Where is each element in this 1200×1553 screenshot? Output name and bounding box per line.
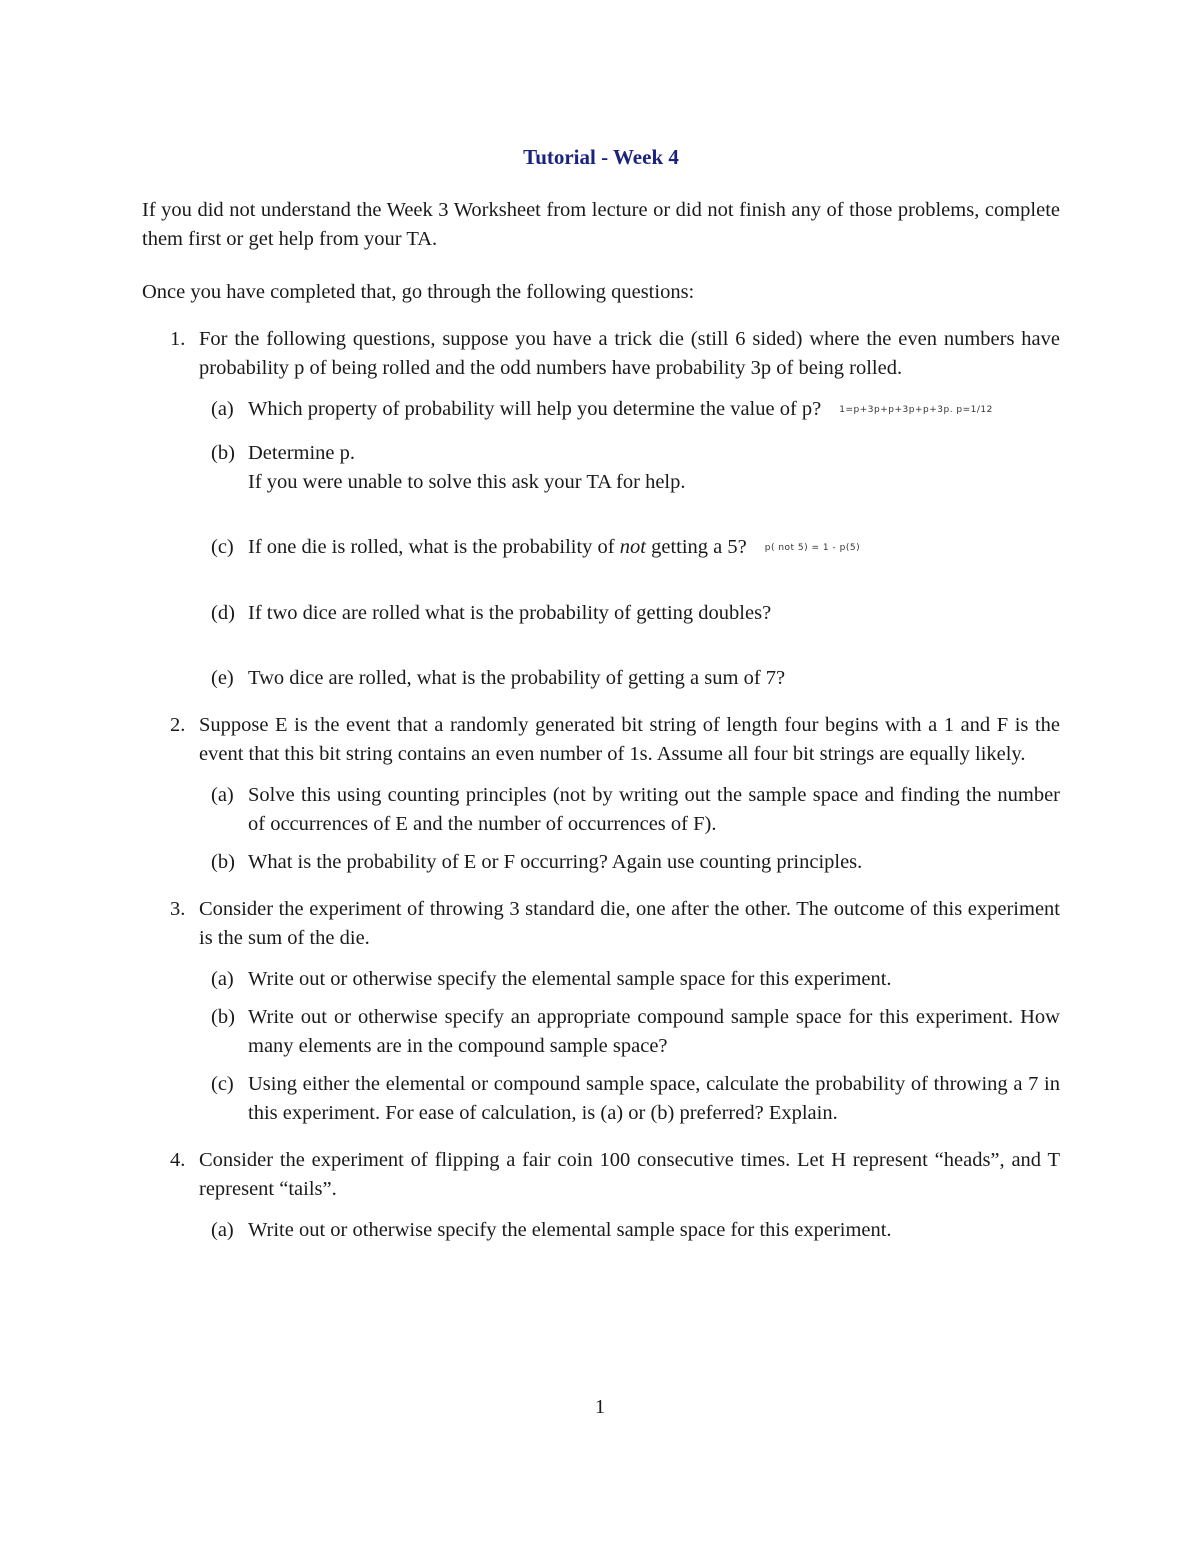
handwritten-note: 1=p+3p+p+3p+p+3p. p=1/12 [839, 405, 993, 415]
question-parts [199, 1216, 1060, 1245]
intro-paragraph: If you did not understand the Week 3 Worksheet from lecture or did not finish any of those problems, complete them first or get help from your TA. [142, 199, 1060, 250]
part-label: (a) [211, 1219, 234, 1241]
handwritten-note: p( not 5) = 1 - p(5) [764, 543, 861, 553]
page-title: Tutorial - Week 4 [523, 145, 679, 169]
part-label: (c) [211, 1073, 234, 1095]
part-label: (a) [211, 784, 234, 806]
part-label: (b) [211, 442, 235, 464]
intro-paragraph-2: Once you have completed that, go through the following questions: [142, 281, 695, 303]
part-text: Two dice are rolled, what is the probability of getting a sum of 7? [248, 667, 786, 689]
question-4 [142, 1146, 1060, 1245]
part-text: Determine p. [248, 442, 356, 464]
question-parts [199, 781, 1060, 877]
part-3c [199, 1070, 1060, 1128]
question-number: 1. [170, 328, 186, 350]
part-1c [199, 533, 1060, 563]
document-page [142, 143, 1060, 1263]
question-text: For the following questions, suppose you have a trick die (still 6 sided) where the even numbers have probability p of being rolled and the odd numbers have probability 3p of being rolled. [199, 328, 1060, 379]
part-label: (b) [211, 851, 235, 873]
question-1 [142, 325, 1060, 693]
part-text: If two dice are rolled what is the probability of getting doubles? [248, 602, 772, 624]
part-text: Using either the elemental or compound sample space, calculate the probability of throwing a 7 in this experiment. For ease of calculation, is (a) or (b) preferred? Explain. [248, 1073, 1060, 1124]
question-parts [199, 965, 1060, 1128]
part-label: (d) [211, 602, 235, 624]
emphasis: not [619, 536, 646, 558]
part-text: Write out or otherwise specify the elemental sample space for this experiment. [248, 1219, 892, 1241]
part-text-end: getting a 5? [645, 536, 747, 558]
part-1d [199, 599, 1060, 628]
part-2a [199, 781, 1060, 839]
question-parts [199, 395, 1060, 693]
part-text: What is the probability of E or F occurring? Again use counting principles. [248, 851, 863, 873]
question-3 [142, 895, 1060, 1128]
part-text: Write out or otherwise specify the elemental sample space for this experiment. [248, 968, 892, 990]
question-text: Consider the experiment of throwing 3 standard die, one after the other. The outcome of this experiment is the sum of the die. [199, 898, 1060, 949]
part-label: (c) [211, 536, 234, 558]
question-2 [142, 711, 1060, 877]
question-text: Consider the experiment of flipping a fair coin 100 consecutive times. Let H represent “heads”, and T represent “tails”. [199, 1149, 1060, 1200]
part-label: (a) [211, 968, 234, 990]
part-text: Solve this using counting principles (not by writing out the sample space and finding the number of occurrences of E and the number of occurrences of F). [248, 784, 1060, 835]
question-list [142, 325, 1060, 1245]
part-label: (b) [211, 1006, 235, 1028]
question-number: 4. [170, 1149, 186, 1171]
part-3b [199, 1003, 1060, 1061]
page-number: 1 [594, 1396, 606, 1418]
part-label: (a) [211, 398, 234, 420]
part-text: Which property of probability will help you determine the value of p? [248, 398, 822, 420]
part-4a [199, 1216, 1060, 1245]
part-text-start: If one die is rolled, what is the probability of [248, 536, 620, 558]
part-1b [199, 439, 1060, 497]
question-text: Suppose E is the event that a randomly generated bit string of length four begins with a 1 and F is the event that this bit string contains an even number of 1s. Assume all four bit strings are equally likely. [199, 714, 1060, 765]
part-3a [199, 965, 1060, 994]
part-subtext: If you were unable to solve this ask your TA for help. [248, 471, 686, 493]
part-2b [199, 848, 1060, 877]
part-1e [199, 664, 1060, 693]
question-number: 2. [170, 714, 186, 736]
part-text: Write out or otherwise specify an appropriate compound sample space for this experiment. How many elements are in the compound sample space? [248, 1006, 1060, 1057]
question-number: 3. [170, 898, 186, 920]
part-label: (e) [211, 667, 234, 689]
part-1a [199, 395, 1060, 425]
part-text [248, 536, 747, 558]
